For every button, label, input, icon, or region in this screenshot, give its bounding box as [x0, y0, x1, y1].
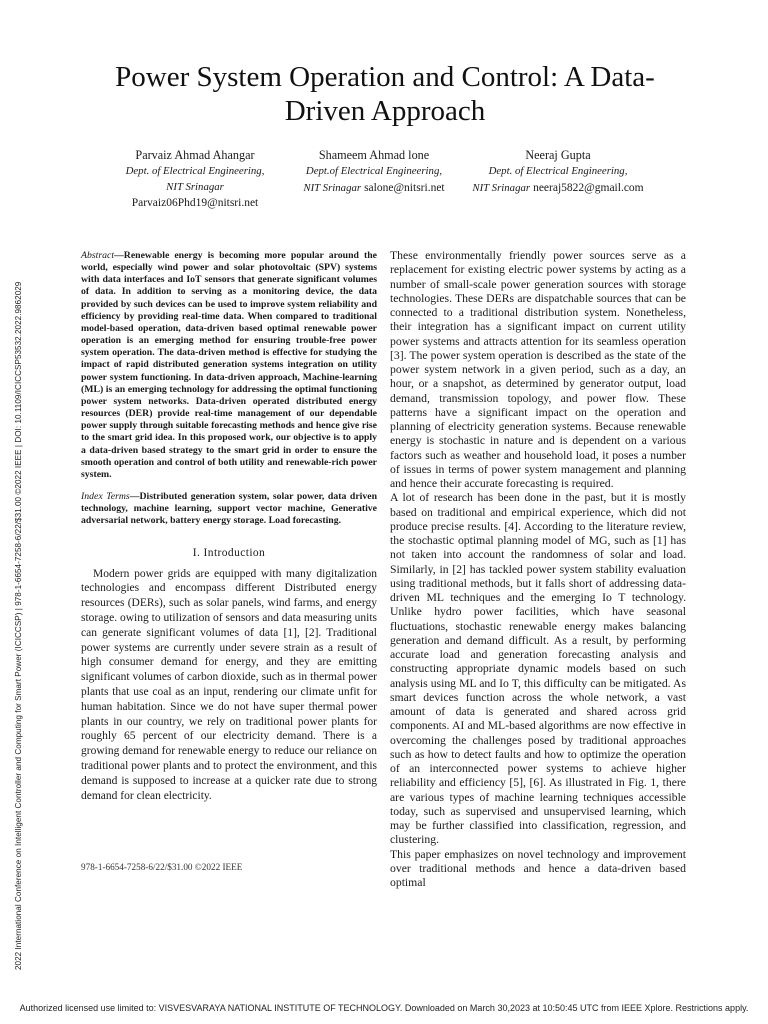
- author-name: Parvaiz Ahmad Ahangar: [135, 148, 255, 162]
- author-name: Neeraj Gupta: [525, 148, 591, 162]
- index-terms-label: Index Terms: [81, 490, 130, 502]
- author-3: [470, 147, 646, 196]
- abstract: [81, 250, 377, 481]
- author-email: Parvaiz06Phd19@nitsri.net: [131, 197, 259, 209]
- section-heading-introduction: I. Introduction: [192, 546, 266, 559]
- author-affiliation: Dept.of Electrical Engineering,: [305, 165, 443, 177]
- author-institution: NIT Srinagar: [472, 182, 531, 194]
- body-paragraph: These environmentally friendly power sources serve as a replacement for existing electric power systems by acting as a number of small-scale power generation sources with storage technologies. These DERs are dispatchable sources that can be connected to a traditional distribution system. Nonetheless, their integration has a significant impact on current utility power systems and attracts attention for its seamless operation [3]. The power system operation is described as the state of the power system network in a given period, such as a day, an hour, or a snapshot, as determined by generator output, load demand, transmission topology, and power flow. These patterns have a significant impact on the operation and planning of electricity generation systems. Because renewable energy is stochastic in nature and is dependent on a various factors such as weather and household load, it poses a number of issues in terms of power system management and planning and hence their accurate forecasting is required.: [390, 249, 686, 490]
- conference-sidebar-text: 2022 International Conference on Intelligent Controller and Computing for Smart Power (ICICCSP) | 978-1-6654-7258-6/22/$31.00 ©2022 IEEE | DOI: 10.1109/ICICCSP53532.2022.9862029: [14, 281, 23, 970]
- author-affiliation: Dept. of Electrical Engineering,: [488, 165, 628, 177]
- right-column: [390, 249, 686, 890]
- body-paragraph: This paper emphasizes on novel technology and improvement over traditional methods and hence a data-driven based optimal: [390, 847, 686, 889]
- author-institution: NIT Srinagar: [303, 182, 362, 194]
- author-2: [284, 147, 464, 196]
- left-column: [81, 250, 377, 803]
- paper-title: Power System Operation and Control: A Data-Driven Approach: [115, 61, 655, 127]
- body-paragraph: A lot of research has been done in the past, but it is mostly based on traditional and empirical experience, which did not produce precise results. [4]. According to the literature review, the stochastic optimal planning model of MG, such as [1] has not taken into account the randomness of solar and load. Similarly, in [2] has tackled power system stability evaluation using traditional methods, but it falls short of addressing data-driven ML techniques and the emerging Io T technology. Unlike hydro power facilities, which have seasonal fluctuations, stochastic renewable energy makes balancing generation and demand difficult. As a result, by performing accurate load and generation forecasting analysis and constructing appropriate dynamic models based on such analysis using ML and Io T, this difficulty can be mitigated. As smart devices function across the whole network, a vast amount of data is generated and shared across grid components. AI and ML-based algorithms are now effective in overcoming the challenges posed by traditional approaches such as how to detect faults and how to optimize the operation of an interconnected power systems to achieve higher reliability and efficiency [5], [6]. As illustrated in Fig. 1, there are various types of machine learning techniques accessible today, such as supervised and unsupervised learning, which may be further classified into classification, regression, and clustering.: [390, 491, 686, 847]
- author-affiliation: Dept. of Electrical Engineering,: [125, 165, 265, 177]
- license-footer: Authorized licensed use limited to: VISVESVARAYA NATIONAL INSTITUTE OF TECHNOLOGY. Downloaded on March 30,2023 at 10:50:45 UTC from IEEE Xplore. Restrictions apply.: [19, 1003, 749, 1013]
- abstract-label: Abstract: [81, 250, 115, 261]
- author-1: [100, 147, 290, 211]
- index-terms-text: —Distributed generation system, solar power, data driven technology, machine learning, support vector machine, Generative adversarial network, battery energy storage. Load forecasting.: [81, 490, 378, 527]
- introduction-paragraph: Modern power grids are equipped with many digitalization technologies and encompass different Distributed energy resources (DERs), such as solar panels, wind farms, and energy storage. owing to utilization of sensors and data measuring units can generate significant volumes of data [1], [2]. Traditional power systems are currently under severe strain as a result of high consumer demand for energy, and they are emitting significant volumes of carbon dioxide, such as in thermal power plants that use coal as an input, rendering our climate unfit for human habitation. Since we do not have super thermal power plants in our country, we rely on traditional power plants for roughly 65 percent of our electricity demand. There is a growing demand for renewable energy to reduce our reliance on traditional power plants and to protect the environment, and this demand is supposed to increase at a quicker rate due to strong demand for clean electricity.: [81, 567, 377, 802]
- author-name: Shameem Ahmad lone: [318, 148, 430, 162]
- abstract-text: —Renewable energy is becoming more popular around the world, especially wind power and solar photovoltaic (SPV) systems with data interfaces and IoT sensors that generate significant volumes of data. In addition to serving as a monitoring device, the data provided by such devices can be used to improve system reliability and efficiency by providing real-time data. When compared to traditional model-based operation, data-driven based optimal renewable power operation is an emerging method for ensuring trouble-free power system operation. The data-driven method is effective for studying the impact of rapid distributed generation systems integration on utility power system functioning. In data-driven approach, Machine-learning (ML) is an emerging technology for addressing the optimal functioning power system networks. Data-driven operated distributed energy resources (DER) provide real-time management of our dependable power supply through suitable forecasting methods and hence give rise to the smart grid idea. In this proposed work, our objective is to apply a data-driven based strategy to the smart grid in order to ensure the smooth operation and control of both utility and renewable-rich power system.: [81, 250, 377, 480]
- index-terms: [81, 491, 377, 528]
- author-email: neeraj5822@gmail.com: [533, 182, 644, 194]
- author-email: salone@nitsri.net: [364, 182, 445, 194]
- copyright-notice: 978-1-6654-7258-6/22/$31.00 ©2022 IEEE: [81, 862, 243, 872]
- author-institution: NIT Srinagar: [166, 181, 224, 193]
